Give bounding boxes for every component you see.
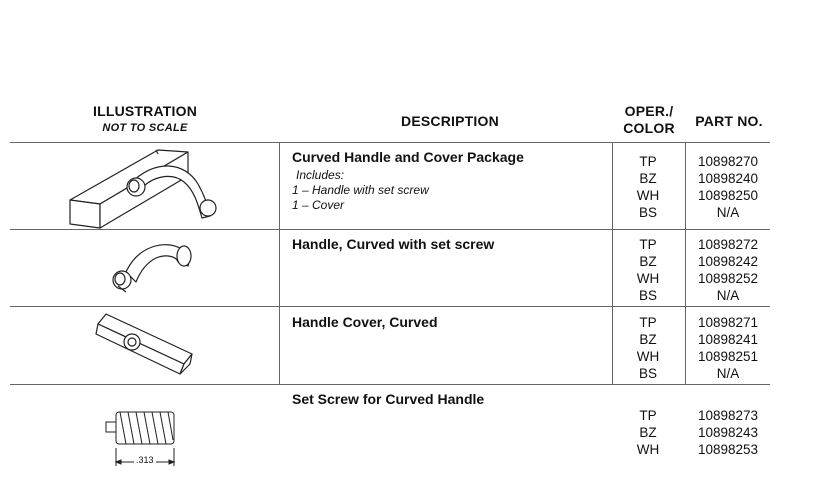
- header-description: DESCRIPTION: [401, 113, 499, 129]
- screw-dimension-label: .313: [136, 455, 154, 465]
- part-numbers: [686, 153, 770, 221]
- header-illustration: [84, 103, 206, 134]
- color-codes: [612, 153, 684, 221]
- header-oper: OPER./: [624, 103, 674, 119]
- header-illustration-label: ILLUSTRATION: [92, 103, 198, 119]
- part-number: 10898250: [697, 188, 759, 203]
- part-number: 10898251: [697, 349, 759, 364]
- part-number: 10898252: [697, 271, 759, 286]
- handle-and-cover-illustration: [60, 140, 230, 232]
- color-code: BS: [638, 288, 657, 303]
- includes-label: Includes:: [296, 168, 345, 182]
- part-numbers: [686, 314, 770, 382]
- color-code: BZ: [639, 332, 657, 347]
- color-code: WH: [636, 442, 660, 457]
- color-code: BZ: [639, 254, 657, 269]
- header-color: COLOR: [623, 120, 675, 136]
- part-number: 10898253: [697, 442, 759, 457]
- color-codes: [612, 407, 684, 458]
- header-oper-color: [612, 103, 686, 137]
- part-numbers: [686, 407, 770, 458]
- part-number: N/A: [716, 205, 740, 220]
- part-number: N/A: [716, 288, 740, 303]
- item-includes: [292, 168, 429, 213]
- part-number: 10898271: [697, 315, 759, 330]
- color-code: TP: [639, 315, 657, 330]
- part-number: 10898270: [697, 154, 759, 169]
- handle-cover-illustration: [92, 310, 202, 380]
- color-code: TP: [639, 237, 657, 252]
- color-code: WH: [636, 188, 660, 203]
- part-number: 10898273: [697, 408, 759, 423]
- curved-handle-illustration: [104, 236, 194, 298]
- color-code: BS: [638, 205, 657, 220]
- part-number: 10898272: [697, 237, 759, 252]
- color-code: BZ: [639, 171, 657, 186]
- color-code: TP: [639, 408, 657, 423]
- part-number: 10898240: [697, 171, 759, 186]
- item-title: Set Screw for Curved Handle: [292, 391, 485, 407]
- row-divider: [10, 306, 770, 307]
- color-code: BZ: [639, 425, 657, 440]
- header-not-to-scale: NOT TO SCALE: [102, 122, 188, 134]
- part-number: 10898242: [697, 254, 759, 269]
- part-numbers: [686, 236, 770, 304]
- color-codes: [612, 314, 684, 382]
- color-code: BS: [638, 366, 657, 381]
- header-part-no: PART NO.: [695, 113, 763, 129]
- item-title: Handle Cover, Curved: [292, 314, 438, 330]
- color-code: WH: [636, 271, 660, 286]
- item-title: Handle, Curved with set screw: [292, 236, 495, 252]
- part-number: 10898241: [697, 332, 759, 347]
- color-code: TP: [639, 154, 657, 169]
- item-title: Curved Handle and Cover Package: [292, 149, 524, 165]
- column-divider: [279, 142, 280, 384]
- includes-item: 1 – Cover: [292, 198, 345, 212]
- includes-item: 1 – Handle with set screw: [292, 183, 429, 197]
- color-codes: [612, 236, 684, 304]
- row-divider: [10, 384, 770, 385]
- color-code: WH: [636, 349, 660, 364]
- part-number: N/A: [716, 366, 740, 381]
- part-number: 10898243: [697, 425, 759, 440]
